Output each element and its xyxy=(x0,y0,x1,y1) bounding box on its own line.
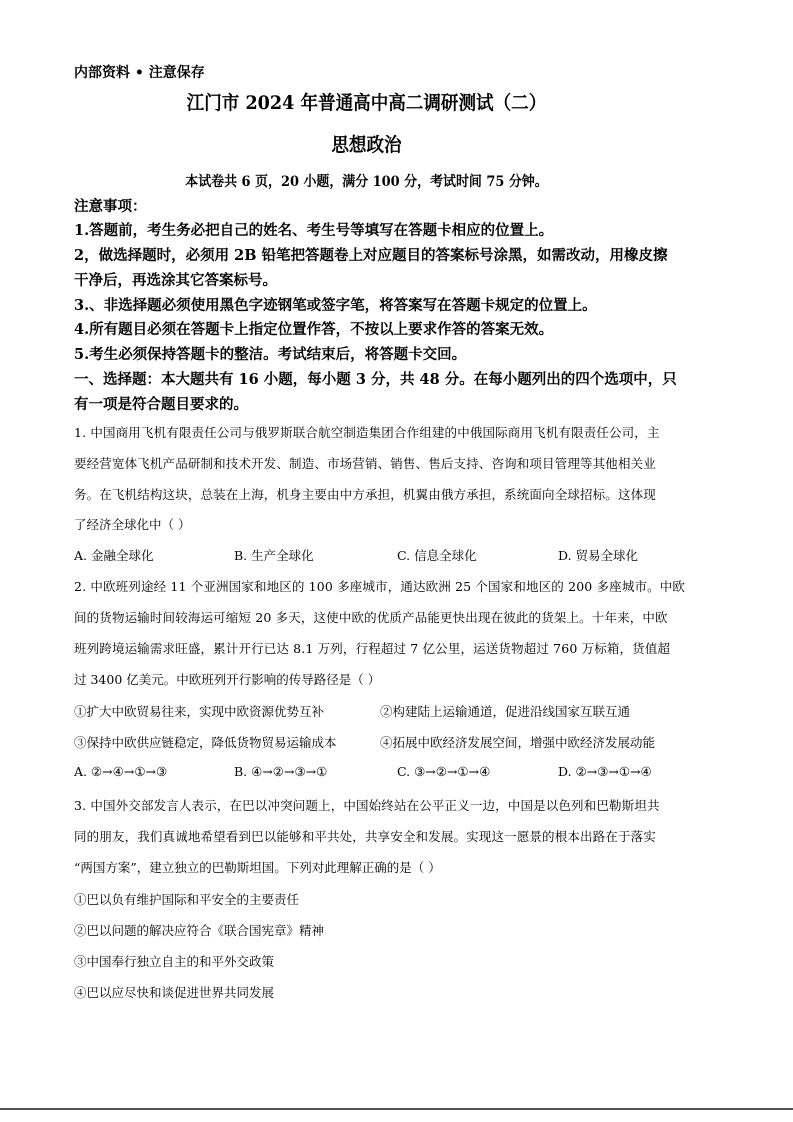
q2-stem-line: 过 3400 亿美元。中欧班列开行影响的传导路径是（ ） xyxy=(74,672,381,687)
section-heading: 一、选择题：本大题共有 16 小题，每小题 3 分，共 48 分。在每小题列出的四个选项中，只 xyxy=(74,371,677,388)
q2-option-a: A. ②→④→①→③ xyxy=(74,764,168,779)
q3-item-4: ④巴以应尽快和谈促进世界共同发展 xyxy=(74,985,275,1000)
notice-item: 5.考生必须保持答题卡的整洁。考试结束后，将答题卡交回。 xyxy=(74,346,467,363)
notice-heading: 注意事项： xyxy=(74,198,147,215)
q2-item-2: ②构建陆上运输通道，促进沿线国家互联互通 xyxy=(380,704,631,719)
exam-info: 本试卷共 6 页，20 小题，满分 100 分，考试时间 75 分钟。 xyxy=(185,174,548,190)
q1-option-b: B. 生产全球化 xyxy=(234,548,314,563)
q3-item-2: ②巴以问题的解决应符合《联合国宪章》精神 xyxy=(74,923,325,938)
q1-stem-line: 要经营宽体飞机产品研制和技术开发、制造、市场营销、销售、售后支持、咨询和项目管理等其他相关业 xyxy=(74,456,656,471)
notice-item: 3.、非选择题必须使用黑色字迹钢笔或签字笔，将答案写在答题卡规定的位置上。 xyxy=(74,297,597,314)
notice-item: 1.答题前，考生务必把自己的姓名、考生号等填写在答题卡相应的位置上。 xyxy=(74,222,554,239)
section-heading-cont: 有一项是符合题目要求的。 xyxy=(74,396,248,413)
q2-option-b: B. ④→②→③→① xyxy=(234,764,328,779)
q2-stem-line: 班列跨境运输需求旺盛，累计开行已达 8.1 万列，行程超过 7 亿公里，运送货物超过 760 万标箱，货值超 xyxy=(74,641,671,656)
exam-title: 江门市 2024 年普通高中高二调研测试（二） xyxy=(186,92,547,114)
notice-item: 4.所有题目必须在答题卡上指定位置作答，不按以上要求作答的答案无效。 xyxy=(74,321,554,338)
q3-stem-line: “两国方案”，建立独立的巴勒斯坦国。下列对此理解正确的是（ ） xyxy=(74,860,441,875)
notice-item: 2，做选择题时，必须用 2B 铅笔把答题卷上对应题目的答案标号涂黑，如需改动，用橡皮擦 xyxy=(74,247,668,264)
q1-stem-line: 1. 中国商用飞机有限责任公司与俄罗斯联合航空制造集团合作组建的中俄国际商用飞机有限责任公司，主 xyxy=(74,425,660,440)
q1-stem-line: 了经济全球化中（ ） xyxy=(74,517,191,532)
q2-option-d: D. ②→③→①→④ xyxy=(558,764,652,779)
q3-item-1: ①巴以负有维护国际和平安全的主要责任 xyxy=(74,892,300,907)
q3-stem-line: 3. 中国外交部发言人表示，在巴以冲突问题上，中国始终站在公平正义一边，中国是以色列和巴勒斯坦共 xyxy=(74,798,660,813)
q3-item-3: ③中国奉行独立自主的和平外交政策 xyxy=(74,954,275,969)
q1-option-d: D. 贸易全球化 xyxy=(558,548,639,563)
q3-stem-line: 同的朋友，我们真诚地希望看到巴以能够和平共处，共享安全和发展。实现这一愿景的根本出路在于落实 xyxy=(74,829,656,844)
confidential-tag: 内部资料 • 注意保存 xyxy=(74,65,205,81)
q2-item-1: ①扩大中欧贸易往来，实现中欧资源优势互补 xyxy=(74,704,325,719)
q2-option-c: C. ③→②→①→④ xyxy=(397,764,491,779)
q1-stem-line: 务。在飞机结构这块，总装在上海，机身主要由中方承担，机翼由俄方承担，系统面向全球招标。这体现 xyxy=(74,487,656,502)
q2-stem-line: 间的货物运输时间较海运可缩短 20 多天，这使中欧的优质产品能更快出现在彼此的货架上。十年来，中欧 xyxy=(74,610,668,625)
page-bottom-rule xyxy=(0,1108,793,1110)
q2-item-3: ③保持中欧供应链稳定，降低货物贸易运输成本 xyxy=(74,735,337,750)
subject-title: 思想政治 xyxy=(331,134,402,156)
q2-item-4: ④拓展中欧经济发展空间，增强中欧经济发展动能 xyxy=(380,735,656,750)
q1-option-a: A. 金融全球化 xyxy=(74,548,154,563)
q1-option-c: C. 信息全球化 xyxy=(397,548,477,563)
notice-item: 干净后，再选涂其它答案标号。 xyxy=(74,272,277,289)
q2-stem-line: 2. 中欧班列途经 11 个亚洲国家和地区的 100 多座城市，通达欧洲 25 个国家和地区的 200 多座城市。中欧 xyxy=(74,579,686,594)
